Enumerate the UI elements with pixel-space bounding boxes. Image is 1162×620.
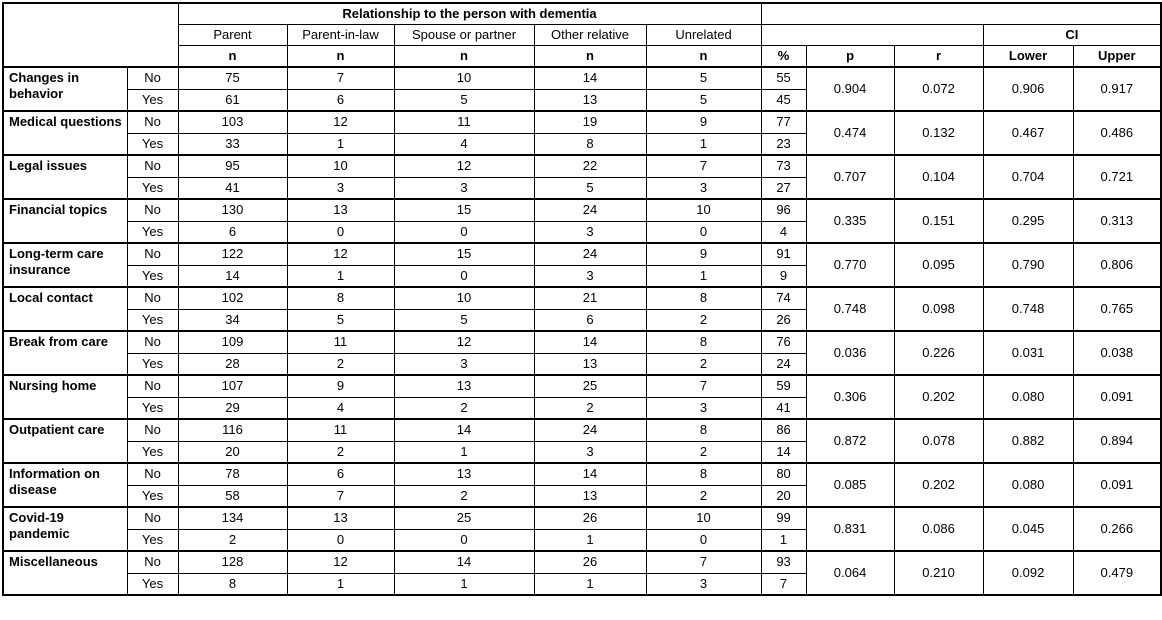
n-cell: 2 xyxy=(646,353,761,375)
topic-cell: Covid-19 pandemic xyxy=(3,507,127,551)
n-cell: 61 xyxy=(178,89,287,111)
n-cell: 13 xyxy=(394,463,534,485)
n-cell: 6 xyxy=(534,309,646,331)
percent-cell: 96 xyxy=(761,199,806,221)
n-cell: 130 xyxy=(178,199,287,221)
percent-cell: 9 xyxy=(761,265,806,287)
n-cell: 78 xyxy=(178,463,287,485)
p-cell: 0.904 xyxy=(806,67,894,111)
n-cell: 1 xyxy=(646,265,761,287)
response-cell: No xyxy=(127,287,178,309)
col-header-ci-upper: Upper xyxy=(1073,46,1161,68)
r-cell: 0.202 xyxy=(894,375,983,419)
n-cell: 134 xyxy=(178,507,287,529)
percent-cell: 24 xyxy=(761,353,806,375)
n-cell: 12 xyxy=(287,551,394,573)
n-cell: 13 xyxy=(534,89,646,111)
percent-cell: 20 xyxy=(761,485,806,507)
n-cell: 75 xyxy=(178,67,287,89)
n-cell: 8 xyxy=(534,133,646,155)
n-cell: 1 xyxy=(394,441,534,463)
ci-lower-cell: 0.045 xyxy=(983,507,1073,551)
n-cell: 6 xyxy=(287,463,394,485)
n-cell: 1 xyxy=(534,529,646,551)
n-cell: 12 xyxy=(394,331,534,353)
n-cell: 7 xyxy=(646,375,761,397)
n-cell: 6 xyxy=(178,221,287,243)
n-cell: 12 xyxy=(287,243,394,265)
response-cell: Yes xyxy=(127,309,178,331)
ci-lower-cell: 0.092 xyxy=(983,551,1073,595)
response-cell: No xyxy=(127,243,178,265)
n-cell: 5 xyxy=(394,89,534,111)
table-row xyxy=(3,67,1161,89)
n-cell: 14 xyxy=(178,265,287,287)
table-row xyxy=(3,551,1161,573)
topic-cell: Medical questions xyxy=(3,111,127,155)
percent-cell: 7 xyxy=(761,573,806,595)
n-cell: 7 xyxy=(646,155,761,177)
n-cell: 12 xyxy=(394,155,534,177)
header-row-1 xyxy=(3,3,1161,25)
n-cell: 2 xyxy=(646,309,761,331)
n-cell: 10 xyxy=(287,155,394,177)
n-cell: 15 xyxy=(394,243,534,265)
response-cell: No xyxy=(127,111,178,133)
n-cell: 8 xyxy=(646,419,761,441)
n-cell: 1 xyxy=(287,265,394,287)
ci-upper-cell: 0.479 xyxy=(1073,551,1161,595)
col-header-ci-lower: Lower xyxy=(983,46,1073,68)
percent-cell: 74 xyxy=(761,287,806,309)
table-row xyxy=(3,419,1161,441)
r-cell: 0.072 xyxy=(894,67,983,111)
n-cell: 12 xyxy=(287,111,394,133)
n-cell: 1 xyxy=(287,573,394,595)
p-cell: 0.872 xyxy=(806,419,894,463)
table-row xyxy=(3,331,1161,353)
response-cell: No xyxy=(127,507,178,529)
n-cell: 2 xyxy=(178,529,287,551)
n-cell: 3 xyxy=(646,177,761,199)
n-cell: 15 xyxy=(394,199,534,221)
response-cell: Yes xyxy=(127,265,178,287)
ci-upper-cell: 0.266 xyxy=(1073,507,1161,551)
percent-cell: 77 xyxy=(761,111,806,133)
response-cell: No xyxy=(127,551,178,573)
n-cell: 10 xyxy=(394,67,534,89)
ci-upper-cell: 0.894 xyxy=(1073,419,1161,463)
n-cell: 11 xyxy=(287,331,394,353)
n-cell: 3 xyxy=(534,265,646,287)
topic-cell: Legal issues xyxy=(3,155,127,199)
n-cell: 4 xyxy=(394,133,534,155)
n-cell: 3 xyxy=(394,353,534,375)
table-row xyxy=(3,243,1161,265)
n-cell: 8 xyxy=(646,331,761,353)
n-cell: 19 xyxy=(534,111,646,133)
ci-upper-cell: 0.765 xyxy=(1073,287,1161,331)
col-header-percent: % xyxy=(761,46,806,68)
p-cell: 0.036 xyxy=(806,331,894,375)
percent-cell: 55 xyxy=(761,67,806,89)
r-cell: 0.226 xyxy=(894,331,983,375)
response-cell: No xyxy=(127,199,178,221)
n-cell: 3 xyxy=(534,441,646,463)
n-cell: 24 xyxy=(534,419,646,441)
col-header-n-parent: n xyxy=(178,46,287,68)
n-cell: 2 xyxy=(646,485,761,507)
table-header xyxy=(3,3,1161,67)
percent-cell: 41 xyxy=(761,397,806,419)
relationship-group-header: Relationship to the person with dementia xyxy=(178,3,761,25)
response-cell: Yes xyxy=(127,485,178,507)
n-cell: 13 xyxy=(394,375,534,397)
n-cell: 10 xyxy=(646,199,761,221)
table-row xyxy=(3,287,1161,309)
n-cell: 41 xyxy=(178,177,287,199)
percent-cell: 27 xyxy=(761,177,806,199)
col-header-ci: CI xyxy=(983,25,1161,46)
n-cell: 3 xyxy=(646,573,761,595)
col-header-parent-in-law: Parent-in-law xyxy=(287,25,394,46)
ci-upper-cell: 0.038 xyxy=(1073,331,1161,375)
response-cell: Yes xyxy=(127,133,178,155)
ci-upper-cell: 0.721 xyxy=(1073,155,1161,199)
ci-upper-cell: 0.486 xyxy=(1073,111,1161,155)
n-cell: 1 xyxy=(287,133,394,155)
ci-lower-cell: 0.906 xyxy=(983,67,1073,111)
topic-cell: Long-term care insurance xyxy=(3,243,127,287)
n-cell: 28 xyxy=(178,353,287,375)
n-cell: 8 xyxy=(646,463,761,485)
n-cell: 58 xyxy=(178,485,287,507)
r-cell: 0.132 xyxy=(894,111,983,155)
ci-lower-cell: 0.790 xyxy=(983,243,1073,287)
percent-cell: 91 xyxy=(761,243,806,265)
n-cell: 2 xyxy=(287,353,394,375)
p-cell: 0.335 xyxy=(806,199,894,243)
n-cell: 25 xyxy=(534,375,646,397)
n-cell: 11 xyxy=(394,111,534,133)
r-cell: 0.095 xyxy=(894,243,983,287)
n-cell: 9 xyxy=(646,111,761,133)
response-cell: Yes xyxy=(127,397,178,419)
n-cell: 5 xyxy=(394,309,534,331)
n-cell: 26 xyxy=(534,507,646,529)
percent-cell: 80 xyxy=(761,463,806,485)
n-cell: 2 xyxy=(534,397,646,419)
topic-cell: Financial topics xyxy=(3,199,127,243)
topic-cell: Information on disease xyxy=(3,463,127,507)
ci-lower-cell: 0.080 xyxy=(983,463,1073,507)
n-cell: 0 xyxy=(394,265,534,287)
n-cell: 26 xyxy=(534,551,646,573)
response-cell: No xyxy=(127,331,178,353)
ci-upper-cell: 0.917 xyxy=(1073,67,1161,111)
n-cell: 116 xyxy=(178,419,287,441)
response-cell: Yes xyxy=(127,89,178,111)
topic-cell: Break from care xyxy=(3,331,127,375)
percent-cell: 73 xyxy=(761,155,806,177)
col-header-spouse-or-partner: Spouse or partner xyxy=(394,25,534,46)
p-cell: 0.707 xyxy=(806,155,894,199)
n-cell: 1 xyxy=(534,573,646,595)
table-row xyxy=(3,375,1161,397)
n-cell: 3 xyxy=(287,177,394,199)
n-cell: 10 xyxy=(646,507,761,529)
n-cell: 95 xyxy=(178,155,287,177)
col-header-n-other-relative: n xyxy=(534,46,646,68)
r-cell: 0.104 xyxy=(894,155,983,199)
n-cell: 10 xyxy=(394,287,534,309)
table-row xyxy=(3,463,1161,485)
ci-lower-cell: 0.748 xyxy=(983,287,1073,331)
n-cell: 14 xyxy=(394,419,534,441)
n-cell: 8 xyxy=(287,287,394,309)
r-cell: 0.098 xyxy=(894,287,983,331)
n-cell: 2 xyxy=(394,485,534,507)
n-cell: 0 xyxy=(394,221,534,243)
n-cell: 34 xyxy=(178,309,287,331)
response-cell: Yes xyxy=(127,441,178,463)
response-cell: No xyxy=(127,419,178,441)
response-cell: Yes xyxy=(127,177,178,199)
table-row xyxy=(3,199,1161,221)
n-cell: 2 xyxy=(287,441,394,463)
ci-lower-cell: 0.295 xyxy=(983,199,1073,243)
r-cell: 0.078 xyxy=(894,419,983,463)
p-cell: 0.770 xyxy=(806,243,894,287)
n-cell: 109 xyxy=(178,331,287,353)
percent-cell: 23 xyxy=(761,133,806,155)
n-cell: 122 xyxy=(178,243,287,265)
n-cell: 7 xyxy=(646,551,761,573)
percent-cell: 76 xyxy=(761,331,806,353)
topic-cell: Miscellaneous xyxy=(3,551,127,595)
n-cell: 0 xyxy=(646,221,761,243)
table-row xyxy=(3,507,1161,529)
n-cell: 24 xyxy=(534,243,646,265)
n-cell: 20 xyxy=(178,441,287,463)
n-cell: 0 xyxy=(287,529,394,551)
percent-cell: 45 xyxy=(761,89,806,111)
response-cell: No xyxy=(127,463,178,485)
ci-lower-cell: 0.080 xyxy=(983,375,1073,419)
col-header-other-relative: Other relative xyxy=(534,25,646,46)
p-cell: 0.306 xyxy=(806,375,894,419)
corner-empty-cell xyxy=(3,3,178,67)
p-cell: 0.748 xyxy=(806,287,894,331)
p-cell: 0.064 xyxy=(806,551,894,595)
n-cell: 25 xyxy=(394,507,534,529)
n-cell: 1 xyxy=(646,133,761,155)
r-cell: 0.086 xyxy=(894,507,983,551)
n-cell: 24 xyxy=(534,199,646,221)
r-cell: 0.151 xyxy=(894,199,983,243)
ci-lower-cell: 0.704 xyxy=(983,155,1073,199)
n-cell: 2 xyxy=(394,397,534,419)
r-cell: 0.202 xyxy=(894,463,983,507)
percent-cell: 4 xyxy=(761,221,806,243)
n-cell: 6 xyxy=(287,89,394,111)
topic-cell: Local contact xyxy=(3,287,127,331)
p-cell: 0.474 xyxy=(806,111,894,155)
percent-cell: 99 xyxy=(761,507,806,529)
percent-cell: 93 xyxy=(761,551,806,573)
n-cell: 1 xyxy=(394,573,534,595)
n-cell: 102 xyxy=(178,287,287,309)
response-cell: Yes xyxy=(127,529,178,551)
n-cell: 8 xyxy=(178,573,287,595)
n-cell: 3 xyxy=(646,397,761,419)
topic-cell: Changes in behavior xyxy=(3,67,127,111)
percent-cell: 1 xyxy=(761,529,806,551)
response-cell: No xyxy=(127,67,178,89)
n-cell: 128 xyxy=(178,551,287,573)
percent-cell: 26 xyxy=(761,309,806,331)
pr-empty-header-cell xyxy=(761,25,983,46)
n-cell: 14 xyxy=(394,551,534,573)
col-header-n-unrelated: n xyxy=(646,46,761,68)
col-header-n-parent-in-law: n xyxy=(287,46,394,68)
stats-empty-header-cell xyxy=(761,3,1161,25)
col-header-n-spouse: n xyxy=(394,46,534,68)
n-cell: 7 xyxy=(287,485,394,507)
n-cell: 33 xyxy=(178,133,287,155)
n-cell: 2 xyxy=(646,441,761,463)
percent-cell: 86 xyxy=(761,419,806,441)
col-header-unrelated: Unrelated xyxy=(646,25,761,46)
n-cell: 0 xyxy=(394,529,534,551)
p-cell: 0.831 xyxy=(806,507,894,551)
n-cell: 21 xyxy=(534,287,646,309)
col-header-r: r xyxy=(894,46,983,68)
n-cell: 0 xyxy=(646,529,761,551)
n-cell: 5 xyxy=(287,309,394,331)
response-cell: No xyxy=(127,375,178,397)
table-body xyxy=(3,67,1161,595)
n-cell: 5 xyxy=(646,67,761,89)
p-cell: 0.085 xyxy=(806,463,894,507)
response-cell: Yes xyxy=(127,573,178,595)
ci-upper-cell: 0.091 xyxy=(1073,463,1161,507)
n-cell: 13 xyxy=(287,507,394,529)
dementia-topics-table xyxy=(2,2,1162,596)
n-cell: 107 xyxy=(178,375,287,397)
r-cell: 0.210 xyxy=(894,551,983,595)
n-cell: 14 xyxy=(534,463,646,485)
n-cell: 3 xyxy=(534,221,646,243)
n-cell: 4 xyxy=(287,397,394,419)
n-cell: 3 xyxy=(394,177,534,199)
n-cell: 5 xyxy=(534,177,646,199)
response-cell: No xyxy=(127,155,178,177)
n-cell: 13 xyxy=(287,199,394,221)
ci-lower-cell: 0.467 xyxy=(983,111,1073,155)
ci-upper-cell: 0.091 xyxy=(1073,375,1161,419)
n-cell: 8 xyxy=(646,287,761,309)
n-cell: 29 xyxy=(178,397,287,419)
n-cell: 9 xyxy=(646,243,761,265)
n-cell: 13 xyxy=(534,485,646,507)
col-header-p: p xyxy=(806,46,894,68)
topic-cell: Nursing home xyxy=(3,375,127,419)
n-cell: 9 xyxy=(287,375,394,397)
table-row xyxy=(3,155,1161,177)
topic-cell: Outpatient care xyxy=(3,419,127,463)
ci-lower-cell: 0.882 xyxy=(983,419,1073,463)
ci-upper-cell: 0.806 xyxy=(1073,243,1161,287)
percent-cell: 14 xyxy=(761,441,806,463)
n-cell: 7 xyxy=(287,67,394,89)
n-cell: 5 xyxy=(646,89,761,111)
ci-upper-cell: 0.313 xyxy=(1073,199,1161,243)
col-header-parent: Parent xyxy=(178,25,287,46)
percent-cell: 59 xyxy=(761,375,806,397)
response-cell: Yes xyxy=(127,221,178,243)
n-cell: 14 xyxy=(534,331,646,353)
response-cell: Yes xyxy=(127,353,178,375)
ci-lower-cell: 0.031 xyxy=(983,331,1073,375)
n-cell: 14 xyxy=(534,67,646,89)
n-cell: 13 xyxy=(534,353,646,375)
n-cell: 103 xyxy=(178,111,287,133)
n-cell: 22 xyxy=(534,155,646,177)
n-cell: 0 xyxy=(287,221,394,243)
n-cell: 11 xyxy=(287,419,394,441)
table-row xyxy=(3,111,1161,133)
